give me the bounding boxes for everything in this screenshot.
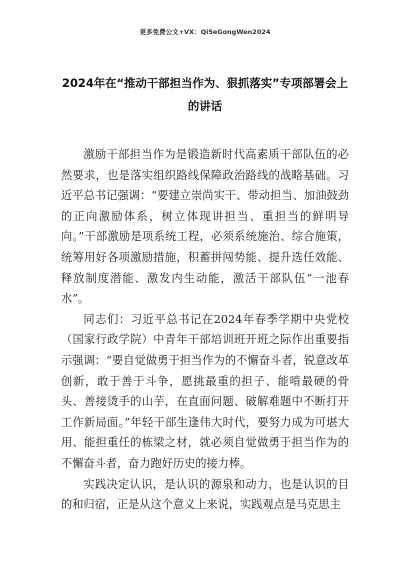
document-title: 2024年在“推动干部担当作为、狠抓落实”专项部署会上的讲话 <box>62 76 348 113</box>
document-body <box>61 145 349 516</box>
paragraph: 实践决定认识，是认识的源泉和动力，也是认识的目的和归宿，正是从这个意义上来说，实践观点是马克思主 <box>61 477 349 512</box>
header-note: 更多免费公文+VX：Qi5eGongWen2024 <box>139 28 271 36</box>
paragraph: 同志们：习近平总书记在2024年春季学期中央党校（国家行政学院）中青年干部培训班开班之际作出重要指示强调：“要自觉做勇于担当作为的不懈奋斗者，锐意改革创新，敢于善于斗争，愿挑最重的担子、能啃最硬的骨头、善接烫手的山芋，在直面问题、破解难题中不断打开工作新局面。”年轻干部生逢伟大时代，要努力成为可堪大用、能担重任的栋梁之材，就必须自觉做勇于担当作为的不懈奋斗者，奋力跑好历史的接力棒。 <box>61 312 349 470</box>
paragraph: 激励干部担当作为是锻造新时代高素质干部队伍的必然要求，也是落实组织路线保障政治路线的战略基础。习近平总书记强调：“要建立崇尚实干、带动担当、加油鼓劲的正向激励体系，树立体现讲担当、重担当的鲜明导向。”干部激励是项系统工程，必须系统施治、综合施策，统筹用好各项激励措施，积蓄拼闯势能、提升选任效能、释放制度潜能、激发内生动能，激活干部队伍“一池春水”。 <box>61 148 349 306</box>
